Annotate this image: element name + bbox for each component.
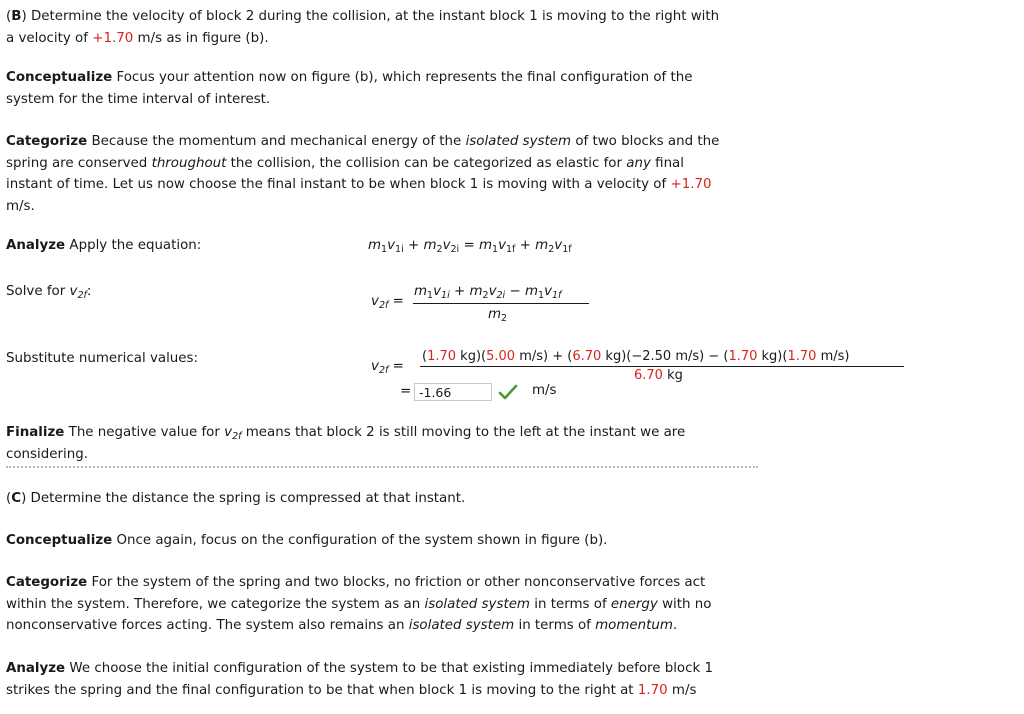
- step-text: nonconservative forces acting. The system also remains an: [6, 618, 405, 633]
- solve-label-row: Solve for $v_{2f}$:: [6, 284, 92, 301]
- fraction-bar: [413, 303, 589, 304]
- step-text: considering.: [6, 446, 88, 462]
- mass-value: 6.70: [572, 349, 602, 364]
- step-text: Solve for: [6, 284, 66, 299]
- question-text: m/s as in figure (b).: [137, 30, 269, 46]
- step-text: means that block 2 is still moving to the left at the instant we are: [245, 425, 686, 440]
- step-label: Conceptualize: [6, 533, 113, 548]
- step-label: Analyze: [6, 238, 66, 253]
- step-text: .: [672, 618, 678, 633]
- mass-value: 6.70: [634, 368, 663, 383]
- step-text: throughout: [151, 155, 227, 171]
- step-text: with no: [662, 596, 712, 612]
- section-divider: [6, 466, 758, 468]
- fraction-bar: [420, 366, 904, 367]
- step-label: Conceptualize: [6, 70, 113, 85]
- answer-unit: m/s: [532, 383, 557, 398]
- analyze-c-section: [6, 658, 758, 701]
- step-label: Categorize: [6, 575, 88, 590]
- step-text: isolated system: [424, 596, 530, 612]
- equals-sign: =: [400, 384, 412, 399]
- step-text: spring are conserved: [6, 155, 148, 171]
- categorize-c-section: [6, 572, 758, 637]
- step-text: the collision, the collision can be categorized as elastic for: [230, 155, 622, 171]
- part-b-question: (B) Determine the velocity of block 2 during the collision, at the instant block 1 is moving to the right with a velocity of +1.70 m/s as in figure (b).: [6, 9, 720, 46]
- substitute-denominator: 6.70 kg: [634, 368, 683, 383]
- mass-value: 1.70: [427, 349, 457, 364]
- step-text: momentum: [595, 618, 673, 633]
- step-text: of two blocks and the: [575, 134, 720, 149]
- v2f-symbol: $v_{2f}$ =: [371, 359, 404, 376]
- part-letter: C: [11, 491, 22, 506]
- conceptualize-c-section: [6, 530, 758, 552]
- step-text: We choose the initial configuration of the system to be that existing immediately before block 1: [69, 661, 714, 676]
- step-text: m/s: [671, 682, 697, 698]
- step-text: Apply the equation:: [69, 238, 202, 253]
- part-c-question: (C) Determine the distance the spring is compressed at that instant.: [6, 491, 466, 506]
- analyze-label-row: [6, 238, 201, 253]
- question-text: a velocity of: [6, 30, 88, 46]
- step-text: system for the time interval of interest.: [6, 91, 271, 107]
- step-text: any: [626, 155, 651, 171]
- step-text: Because the momentum and mechanical energy of the: [91, 134, 462, 149]
- step-label: Analyze: [6, 661, 66, 676]
- solve-numerator: $m_1v_{1i} + m_2v_{2i} - m_1v_{1f}$: [414, 284, 562, 301]
- conceptualize-section: [6, 67, 758, 110]
- step-text: Focus your attention now on figure (b), which represents the final configuration of the: [116, 70, 693, 85]
- step-label: Categorize: [6, 134, 88, 149]
- v2f-symbol: $v_{2f}$ =: [371, 294, 404, 311]
- mass-value: 1.70: [728, 349, 758, 364]
- substitute-numerator: (1.70 kg)(5.00 m/s) + (6.70 kg)(−2.50 m/s) − (1.70 kg)(1.70 m/s): [422, 349, 850, 364]
- step-text: in terms of: [534, 596, 607, 612]
- finalize-section: Finalize The negative value for $v_{2f}$ means that block 2 is still moving to the left at the instant we are considering.: [6, 422, 758, 465]
- step-text: Once again, focus on the configuration of the system shown in figure (b).: [116, 533, 608, 548]
- step-text: within the system. Therefore, we categorize the system as an: [6, 596, 421, 612]
- check-icon: [498, 383, 518, 405]
- solve-denominator: $m_2$: [488, 307, 508, 324]
- substitute-label: Substitute numerical values:: [6, 351, 199, 366]
- answer-input[interactable]: [414, 383, 492, 401]
- step-text: isolated system: [465, 134, 572, 149]
- step-text: isolated system: [408, 618, 515, 633]
- velocity-value: 5.00: [486, 349, 516, 364]
- step-text: in terms of: [518, 618, 591, 633]
- velocity-value: 1.70: [637, 682, 668, 698]
- step-text: The negative value for: [68, 425, 220, 440]
- categorize-section: [6, 131, 758, 217]
- step-text: instant of time. Let us now choose the final instant to be when block 1 is moving with a velocity of: [6, 177, 667, 192]
- step-text: strikes the spring and the final configuration to be that when block 1 is moving to the right at: [6, 682, 634, 698]
- part-letter: B: [11, 9, 22, 24]
- step-text: m/s.: [6, 198, 35, 214]
- question-text: Determine the distance the spring is compressed at that instant.: [30, 491, 466, 506]
- step-text: For the system of the spring and two blocks, no friction or other nonconservative forces act: [91, 575, 706, 590]
- velocity-value: 1.70: [787, 349, 817, 364]
- step-text: energy: [610, 596, 658, 612]
- velocity-value: +1.70: [670, 177, 712, 192]
- question-text: Determine the velocity of block 2 during the collision, at the instant block 1 is moving to the right with: [30, 9, 720, 24]
- step-text: final: [655, 155, 684, 171]
- velocity-value: +1.70: [92, 30, 134, 46]
- step-label: Finalize: [6, 425, 65, 440]
- momentum-equation: $m_1v_{1i} + m_2v_{2i} = m_1v_{1f} + m_2v_{1f}$: [368, 238, 572, 255]
